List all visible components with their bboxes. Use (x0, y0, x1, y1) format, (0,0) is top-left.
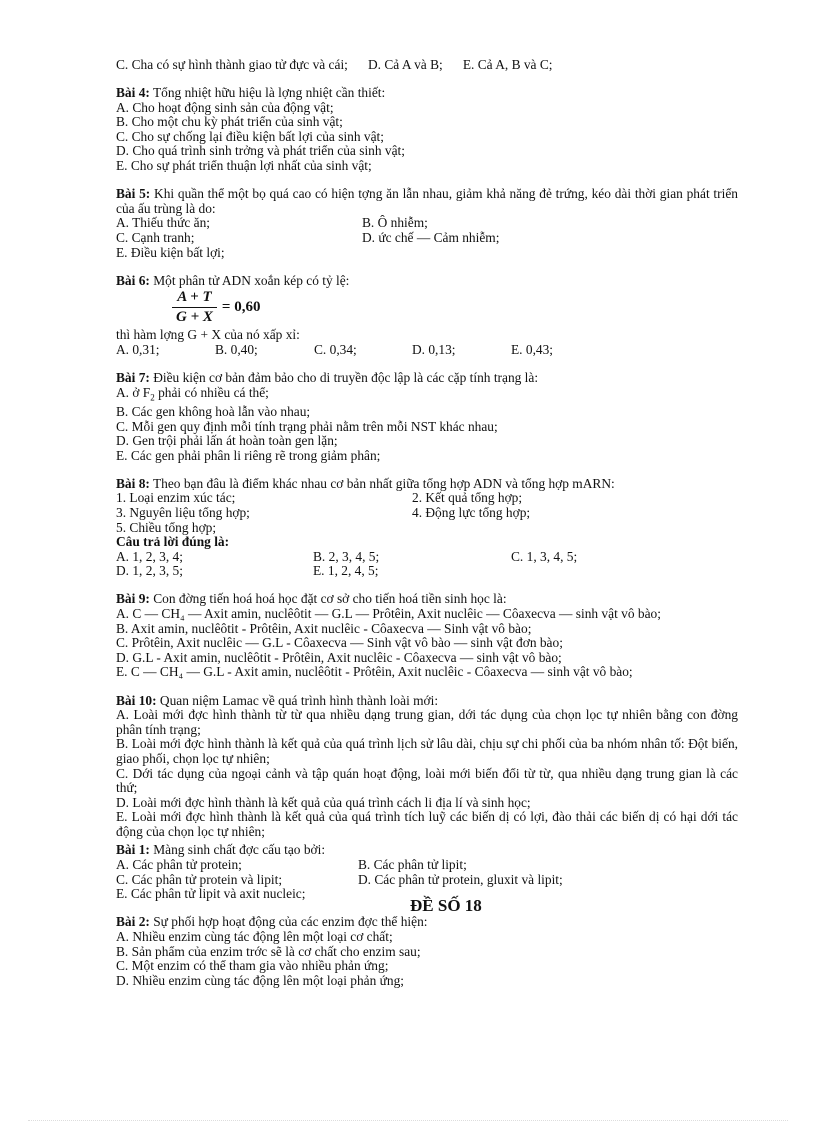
option: A. Các phân tử protein; (116, 857, 242, 873)
option: C. Mỗi gen quy định mỗi tính trạng phải nằm trên mỗi NST khác nhau; (116, 418, 498, 434)
option: A. Loài mới đợc hình thành từ từ qua nhiều dạng trung gian, dới tác dụng của chọn lọc tự nhiên bằng con đờng phân tính trạng; (116, 707, 738, 737)
option: E. Loài mới đợc hình thành là kết quả của quá trình tích luỹ các biến dị có lợi, đào thải các biến dị có hại dới tác động của chọn lọc tự nhiên; (116, 809, 738, 839)
option (116, 386, 738, 405)
question-6 (116, 274, 738, 358)
option: E. 0,43; (511, 342, 554, 357)
question-stem: Quan niệm Lamac về quá trình hình thành loài mới: (159, 692, 439, 708)
option: D. Loài mới đợc hình thành là kết quả của quá trình cách li địa lí và sinh học; (116, 794, 531, 810)
section-18-question-1 (116, 843, 738, 901)
question-9 (116, 592, 738, 680)
document-page (116, 58, 738, 1002)
option: B. Loài mới đợc hình thành là kết quả của quá trình lịch sử lâu dài, chịu sự chi phối của ba nhóm nhân tố: Đột biến, giao phối, chọn lọc tự nhiên; (116, 736, 738, 766)
option: E. 1, 2, 4, 5; (313, 563, 379, 579)
option: B. Các gen không hoà lẫn vào nhau; (116, 403, 311, 419)
top-option-e: E. Cả A, B và C; (462, 57, 553, 72)
question-label: Bài 5: (116, 186, 151, 202)
question-8 (116, 477, 738, 579)
option: A. Cho hoạt động sinh sản của động vật; (116, 99, 334, 115)
question-4 (116, 86, 738, 174)
option-text: A. ở F (116, 384, 151, 400)
option: C. 0,34; (314, 342, 357, 357)
fraction-bar (172, 307, 217, 308)
ratio-formula (172, 290, 738, 324)
item: 4. Động lực tổng hợp; (412, 505, 531, 521)
formula-numerator: A + T (177, 289, 212, 306)
question-10 (116, 694, 738, 840)
question-followup: thì hàm lợng G + X của nó xấp xỉ: (116, 327, 300, 343)
item: 3. Nguyên liệu tổng hợp; (116, 505, 250, 521)
top-option-d: D. Cả A và B; (367, 57, 443, 72)
option: A. 0,31; (116, 342, 160, 357)
question-label: Bài 10: (116, 692, 157, 708)
formula-value: = 0,60 (221, 299, 261, 316)
option: D. Cho quá trình sinh trởng và phát triển của sinh vật; (116, 143, 405, 159)
option: A. Nhiều enzim cùng tác động lên một loại cơ chất; (116, 928, 393, 944)
option: E. Điều kiện bất lợi; (116, 244, 225, 260)
question-5 (116, 187, 738, 260)
option: A. Thiếu thức ăn; (116, 215, 211, 231)
option: B. Ô nhiễm; (362, 215, 428, 231)
option: D. 0,13; (412, 342, 456, 357)
question-label: Bài 6: (116, 272, 150, 288)
item: 1. Loại enzim xúc tác; (116, 490, 236, 506)
option: C. 1, 3, 4, 5; (511, 548, 578, 564)
option: A. 1, 2, 3, 4; (116, 548, 183, 564)
option: A. C — CH₄ — Axit amin, nuclêôtit — G.L — Prôtêin, Axit nuclêic — Côaxecva — sinh vật vô bào; (116, 606, 661, 622)
option: C. Dới tác dụng của ngoại cảnh và tập quán hoạt động, loài mới biến đổi từ từ, qua nhiều dạng trung gian là các thứ; (116, 765, 738, 796)
question-label: Bài 7: (116, 370, 150, 386)
formula-denominator: G + X (176, 308, 213, 325)
item: 2. Kết quả tổng hợp; (412, 490, 523, 506)
question-stem: Một phân tử ADN xoắn kép có tỷ lệ: (153, 272, 350, 288)
option: D. G.L - Axit amin, nuclêôtit - Prôtêin, Axit nuclêic - Côaxecva — sinh vật vô bào; (116, 649, 562, 665)
option: C. Prôtêin, Axit nuclêic — G.L - Côaxecva — Sinh vật vô bào — sinh vật đơn bào; (116, 635, 563, 651)
option: C. Một enzim có thể tham gia vào nhiều phản ứng; (116, 958, 389, 974)
question-stem: Sự phối hợp hoạt động của các enzim đợc thể hiện: (153, 914, 428, 930)
question-label: Bài 2: (116, 914, 150, 930)
item: 5. Chiều tổng hợp; (116, 519, 217, 535)
top-option-c: C. Cha có sự hình thành giao tử đực và cái; (116, 57, 348, 72)
question-stem: Theo bạn đâu là điểm khác nhau cơ bản nhất giữa tổng hợp ADN và tổng hợp mARN: (152, 475, 615, 491)
page-bottom-divider (28, 1120, 788, 1121)
question-stem: Điều kiện cơ bản đảm bảo cho di truyền độc lập là các cặp tính trạng là: (153, 370, 539, 386)
question-label: Bài 8: (116, 475, 150, 491)
option-text: phải có nhiều cá thể; (154, 384, 269, 400)
option: D. 1, 2, 3, 5; (116, 563, 183, 579)
question-7 (116, 371, 738, 463)
option: B. Cho một chu kỳ phát triển của sinh vật; (116, 114, 343, 130)
option: D. Gen trội phải lấn át hoàn toàn gen lặn; (116, 433, 338, 449)
option: C. Các phân tử protein và lipit; (116, 871, 283, 887)
option: D. Các phân tử protein, gluxit và lipit; (358, 871, 563, 887)
question-stem: Khi quần thể một bọ quá cao có hiện tợng ăn lẫn nhau, giảm khả năng đẻ trứng, kéo dài thời gian phát triển của ấu trùng là do: (116, 186, 738, 216)
answer-label: Câu trả lời đúng là: (116, 534, 230, 550)
option: B. Các phân tử lipit; (358, 857, 467, 873)
option: E. Cho sự phát triển thuận lợi nhất của sinh vật; (116, 158, 372, 174)
section-title: ĐỀ SỐ 18 (410, 896, 482, 915)
option: B. 0,40; (215, 342, 258, 357)
option: D. Nhiều enzim cùng tác động lên một loại phản ứng; (116, 972, 405, 988)
option: C. Cạnh tranh; (116, 229, 195, 245)
question-label: Bài 1: (116, 842, 150, 858)
option: B. Axit amin, nuclêôtit - Prôtêin, Axit nuclêic - Côaxecva — Sinh vật vô bào; (116, 620, 532, 636)
section-18-question-2 (116, 915, 738, 988)
top-line (116, 58, 738, 73)
option: E. C — CH₄ — G.L - Axit amin, nuclêôtit - Prôtêin, Axit nuclêic - Côaxecva — sinh vật vô bào; (116, 664, 633, 680)
option: E. Các gen phải phân li riêng rẽ trong giảm phân; (116, 447, 381, 463)
option: C. Cho sự chống lại điều kiện bất lợi của sinh vật; (116, 128, 384, 144)
option: B. 2, 3, 4, 5; (313, 548, 380, 564)
option: B. Sản phẩm của enzim trớc sẽ là cơ chất cho enzim sau; (116, 943, 421, 959)
question-stem: Con đờng tiến hoá hoá học đặt cơ sở cho tiến hoá tiền sinh học là: (153, 591, 507, 607)
option: E. Các phân tử lipit và axit nucleic; (116, 886, 306, 902)
question-stem: Tổng nhiệt hữu hiệu là lợng nhiệt cần thiết: (152, 85, 386, 101)
question-label: Bài 4: (116, 85, 150, 101)
option: D. ức chế — Cảm nhiễm; (362, 229, 500, 245)
subscript: 2 (150, 392, 155, 403)
question-label: Bài 9: (116, 591, 150, 607)
question-stem: Màng sinh chất đợc cấu tạo bởi: (153, 842, 326, 858)
